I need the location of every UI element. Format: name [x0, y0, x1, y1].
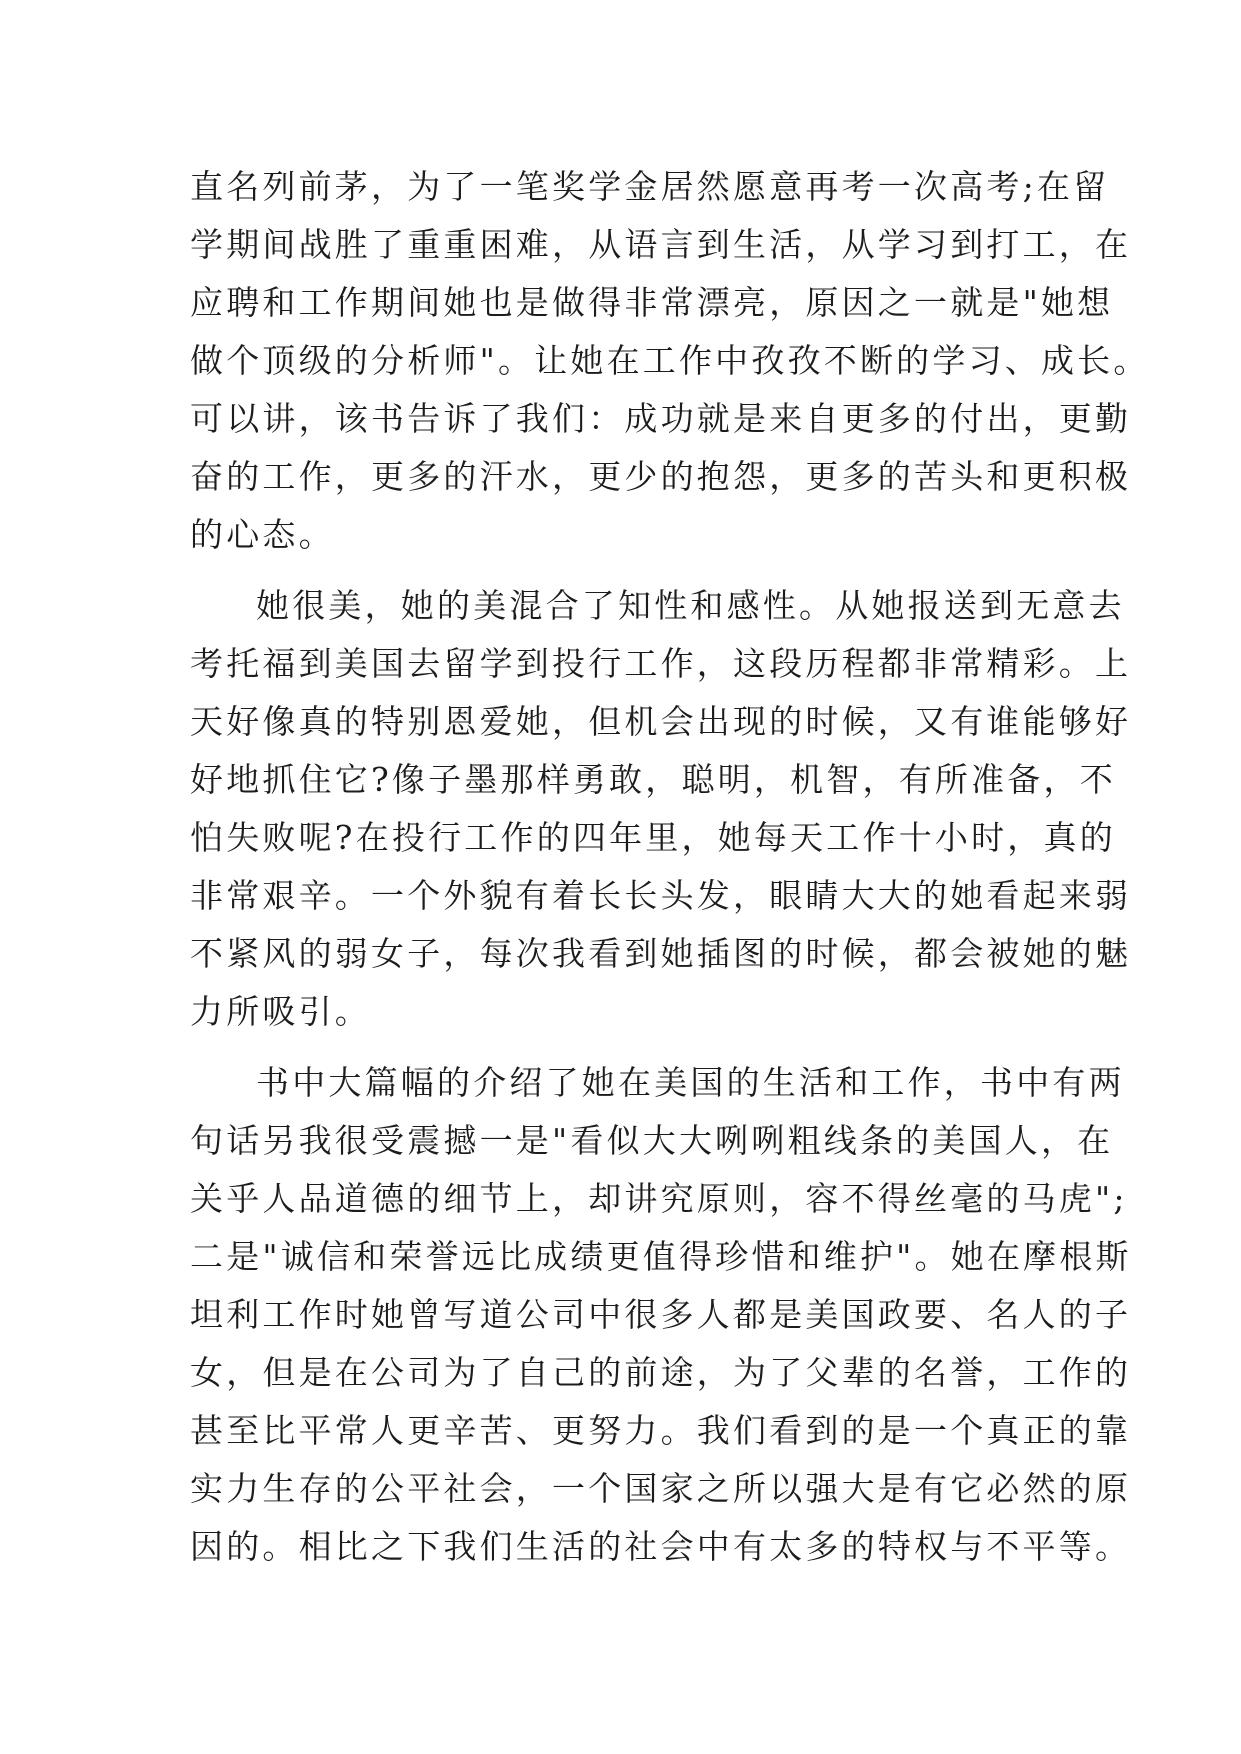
text-line: 实力生存的公平社会，一个国家之所以强大是有它必然的原: [190, 1469, 1132, 1508]
text-line: 书中大篇幅的介绍了她在美国的生活和工作，书中有两: [256, 1063, 1125, 1102]
document-body: [190, 158, 1150, 1576]
paragraph-gap: [190, 1041, 1070, 1054]
text-line: 力所吸引。: [190, 992, 371, 1031]
text-line: 直名列前茅，为了一笔奖学金居然愿意再考一次高考;在留: [190, 167, 1110, 206]
text-line: 做个顶级的分析师"。让她在工作中孜孜不断的学习、成长。: [190, 341, 1150, 380]
text-line: 天好像真的特别恩爱她，但机会出现的时候，又有谁能够好: [190, 702, 1132, 741]
paragraph-1: [190, 158, 1150, 564]
text-line: 奋的工作，更多的汗水，更少的抱怨，更多的苦头和更积极: [190, 457, 1132, 496]
paragraph-gap: [190, 564, 1070, 577]
text-line: 不紧风的弱女子，每次我看到她插图的时候，都会被她的魅: [190, 934, 1132, 973]
text-line: 坦利工作时她曾写道公司中很多人都是美国政要、名人的子: [190, 1295, 1132, 1334]
text-line: 句话另我很受震撼一是"看似大大咧咧粗线条的美国人，在: [190, 1121, 1114, 1160]
text-line: 应聘和工作期间她也是做得非常漂亮，原因之一就是"她想: [190, 283, 1114, 322]
text-line: 非常艰辛。一个外貌有着长长头发，眼睛大大的她看起来弱: [190, 876, 1132, 915]
paragraph-3: [190, 1054, 1132, 1576]
text-line: 的心态。: [190, 515, 335, 554]
text-line: 因的。相比之下我们生活的社会中有太多的特权与不平等。: [190, 1527, 1132, 1566]
text-line: 她很美，她的美混合了知性和感性。从她报送到无意去: [256, 586, 1125, 625]
text-line: 好地抓住它?像子墨那样勇敢，聪明，机智，有所准备，不: [190, 760, 1116, 799]
paragraph-2: [190, 577, 1132, 1041]
text-line: 学期间战胜了重重困难，从语言到生活，从学习到打工，在: [190, 225, 1132, 264]
text-line: 怕失败呢?在投行工作的四年里，她每天工作十小时，真的: [190, 818, 1116, 857]
text-line: 甚至比平常人更辛苦、更努力。我们看到的是一个真正的靠: [190, 1411, 1132, 1450]
text-line: 二是"诚信和荣誉远比成绩更值得珍惜和维护"。她在摩根斯: [190, 1237, 1132, 1276]
text-line: 可以讲，该书告诉了我们：成功就是来自更多的付出，更勤: [190, 399, 1132, 438]
text-line: 关乎人品道德的细节上，却讲究原则，容不得丝毫的马虎";: [190, 1179, 1128, 1218]
text-line: 考托福到美国去留学到投行工作，这段历程都非常精彩。上: [190, 644, 1132, 683]
text-line: 女，但是在公司为了自己的前途，为了父辈的名誉，工作的: [190, 1353, 1132, 1392]
